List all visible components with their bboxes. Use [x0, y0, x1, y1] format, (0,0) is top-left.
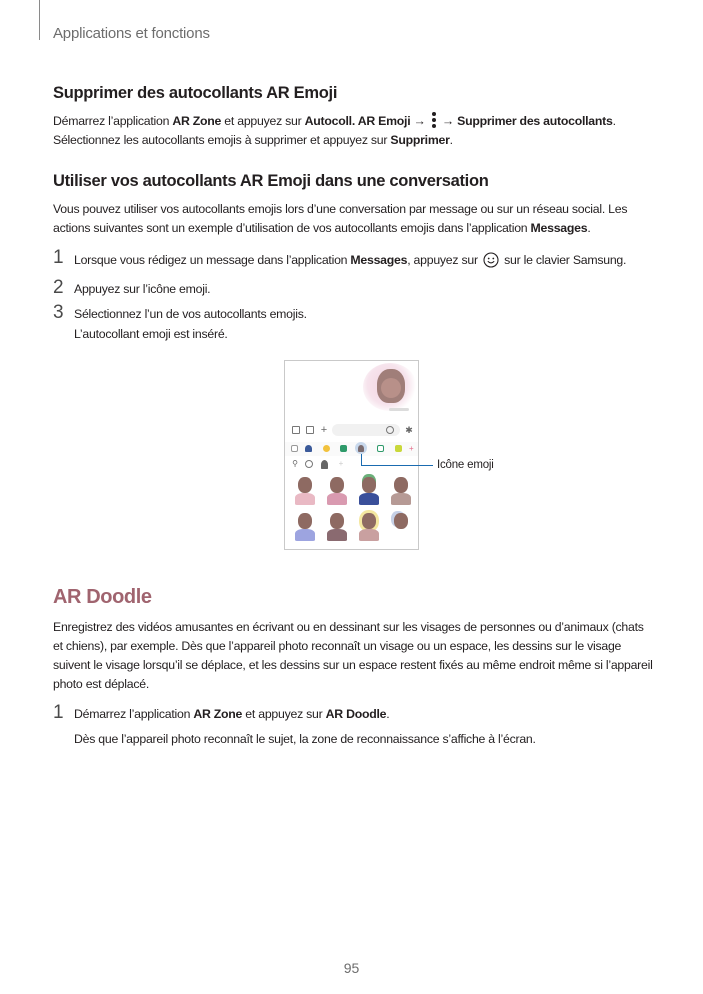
sticker-item[interactable] [323, 510, 351, 542]
gif-tab-icon [340, 445, 347, 452]
add-subtab-icon: + [338, 459, 344, 468]
step-number: 1 [53, 702, 64, 723]
camera-icon [306, 426, 314, 434]
sticker-item[interactable] [355, 510, 383, 542]
sticker-item[interactable] [323, 474, 351, 506]
message-timestamp [389, 408, 409, 411]
sticker-item[interactable] [355, 546, 383, 550]
delete-instructions: Démarrez l’application AR Zone et appuyez sur Autocoll. AR Emoji → → Supprimer des autocollants. Sélectionnez les autocollants emojis à supprimer et appuyez sur Supprimer. [53, 114, 616, 147]
sticker-item[interactable] [387, 474, 415, 506]
sticker-item[interactable] [291, 510, 319, 542]
more-options-icon [431, 112, 437, 128]
sticker-tab-icon [377, 445, 384, 452]
step-number: 1 [53, 247, 64, 268]
voice-icon: ✱ [405, 425, 413, 435]
doodle-intro: Enregistrez des vidéos amusantes en écrivant ou en dessinant sur les visages de personnes ou d’animaux (chats et chiens), par exemple. Dès que l’appareil photo reconnaît un visage ou un espace, les dessins sur le visage suivent le visage lorsqu’il se déplace, et les dessins sur un espace restent fixés au même endroit même si l’appareil photo est déplacé. [53, 620, 653, 691]
smiley-icon [483, 252, 499, 268]
delete-stickers-ref: Supprimer des autocollants [457, 114, 613, 128]
heading-delete-stickers: Supprimer des autocollants AR Emoji [53, 84, 338, 102]
sticker-item[interactable] [291, 546, 319, 550]
emoji-tab-icon [323, 445, 330, 452]
ar-emoji-tab-icon [358, 445, 364, 452]
sticker-item[interactable] [323, 546, 351, 550]
sticker-item[interactable] [387, 510, 415, 542]
step-number: 2 [53, 277, 64, 298]
ar-emoji-stickers-ref: Autocoll. AR Emoji [304, 114, 411, 128]
sticker-subtabs [285, 458, 419, 470]
header-divider [39, 0, 40, 40]
gallery-icon [292, 426, 300, 434]
callout-label-emoji-icon: Icône emoji [437, 459, 494, 471]
heading-ar-doodle: AR Doodle [53, 586, 152, 608]
message-input-bar [285, 424, 419, 438]
messages-ref: Messages [530, 221, 588, 235]
recent-icon [305, 460, 313, 468]
phone-screenshot [284, 360, 419, 550]
emoji-icon [386, 426, 394, 434]
sticker-item[interactable] [355, 474, 383, 506]
step-number: 3 [53, 302, 64, 323]
sent-sticker-avatar [377, 369, 405, 403]
callout-line [361, 465, 433, 466]
plus-icon: + [320, 424, 328, 436]
sticker-item[interactable] [387, 546, 415, 550]
home-tab-icon [305, 445, 312, 452]
page-number: 95 [343, 960, 360, 976]
bitmoji-tab-icon [395, 445, 402, 452]
more-tab-icon: + [409, 444, 414, 453]
use-intro: Vous pouvez utiliser vos autocollants emojis lors d’une conversation par message ou sur un réseau social. Les actions suivantes sont un exemple d’utilisation de vos autocollants emojis dans l’application Messages. [53, 202, 628, 235]
section-title: Applications et fonctions [53, 25, 210, 42]
search-icon: ⚲ [292, 459, 298, 468]
keyboard-tab-icon [291, 445, 298, 452]
sticker-item[interactable] [291, 474, 319, 506]
avatar-subtab-icon [321, 460, 328, 469]
delete-ref: Supprimer [390, 133, 450, 147]
keyboard-tabs [285, 442, 419, 456]
heading-use-stickers: Utiliser vos autocollants AR Emoji dans une conversation [53, 172, 489, 190]
ar-zone-ref: AR Zone [172, 114, 222, 128]
